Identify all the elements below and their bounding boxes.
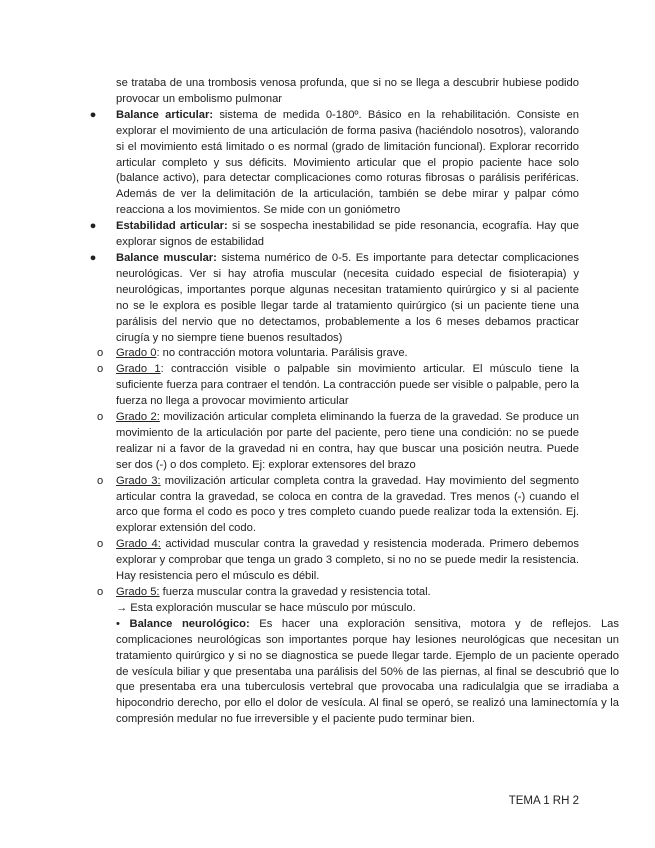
grade-5-item — [97, 585, 579, 601]
circle-bullet-icon: o — [97, 586, 104, 598]
balance-neurologico-item — [116, 617, 619, 728]
circle-bullet-icon: o — [97, 363, 104, 376]
item-title: Balance muscular: — [116, 251, 217, 264]
grade-label: Grado 4: — [116, 538, 161, 551]
circle-bullet-icon: o — [97, 538, 104, 551]
item-title: Estabilidad articular: — [116, 220, 228, 233]
grade-text: : contracción visible o palpable sin movimiento articular. El músculo tiene la suficiente fuerza para contraer el tendón. La contracción puede ser visible o palpable, pero la fuerza no llega a provocar movimiento articular — [116, 363, 579, 408]
item-text: sistema de medida 0-180º. Básico en la rehabilitación. Consiste en explorar el movimiento de una articulación de forma pasiva (haciéndolo nosotros), valorando si el movimiento está limitado o es normal (grado de limitación funcional). Explorar recorrido articular completo y sus déficits. Movimiento articular que el propio paciente hace solo (balance activo), para detectar complicaciones como roturas fibrosas o parálisis periféricas. Además de ver la delimitación de la articulación, también se debe mirar y palpar cómo reacciona a los movimientos. Se mide con un goniómetro — [116, 108, 579, 217]
item-text: si se sospecha inestabilidad se pide resonancia, ecografía. Hay que explorar signos de estabilidad — [116, 220, 580, 249]
grade-label: Grado 2: — [116, 411, 160, 424]
item-title: Balance neurológico: — [129, 617, 250, 630]
bullet-icon: ● — [89, 220, 97, 233]
grade-label: Grado 1 — [116, 363, 161, 376]
item-text: Es hacer una exploración sensitiva, motora y de reflejos. Las complicaciones neurológicas son importantes porque hay lesiones neurológicas que necesitan un tratamiento quirúrgico y si no se diagnostica se puede llegar tarde. Ejemplo de un paciente operado de vesícula biliar y que presentaba una parálisis del 50% de las piernas, al final se descubrió que lo que presentaba era una tuberculosis vertebral que provocaba una radiculalgia que se irradiaba a hipocondrio derecho, por ello el dolor de vesícula. Al final se operó, se realizó una laminectomía y la compresión medular no fue irreversible y el paciente pudo terminar bien. — [116, 617, 619, 726]
grade-text: actividad muscular contra la gravedad y resistencia moderada. Primero debemos explorar y comprobar que tenga un grado 3 completo, si no no se puede medir la resistencia. Hay resistencia pero el músculo es débil. — [116, 538, 579, 583]
circle-bullet-icon: o — [97, 347, 104, 360]
circle-bullet-icon: o — [97, 474, 104, 487]
balance-muscular-item — [89, 251, 579, 346]
grade-label: Grado 3: — [116, 474, 161, 487]
body-text — [89, 76, 619, 728]
bullet-icon: ● — [89, 251, 97, 264]
grade-3-item — [97, 474, 579, 538]
grade-1-item — [97, 362, 579, 410]
grade-label: Grado 0 — [116, 347, 157, 360]
bullet-icon: ● — [89, 108, 97, 121]
circle-bullet-icon: o — [97, 411, 104, 424]
grade-text: fuerza muscular contra la gravedad y resistencia total. — [159, 586, 431, 598]
grade-label: Grado 5: — [116, 586, 160, 598]
item-text: sistema numérico de 0-5. Es importante para detectar complicaciones neurológicas. Ver si hay atrofia muscular (necesita cuidado especial de fisioterapia) y neurológicas, importantes porque algunas necesitan tratamiento quirúrgico y si al paciente no se le explora es posible llegar tarde al tratamiento quirúrgico (si un paciente tiene una parálisis del nervio que no detectamos, probablemente a los 6 meses debamos practicar cirugía y no siempre tiene buenos resultados) — [116, 251, 579, 344]
bullet-icon: • — [116, 617, 120, 630]
intro-paragraph: se trataba de una trombosis venosa profunda, que si no se llega a descubrir hubiese podido provocar un embolismo pulmonar — [116, 77, 579, 105]
estabilidad-articular-item — [89, 219, 580, 251]
grade-0-item — [97, 346, 579, 362]
arrow-note: → Esta exploración muscular se hace músculo por músculo. — [116, 601, 416, 614]
grade-text: movilización articular completa contra la gravedad. Hay movimiento del segmento articular contra la gravedad, se coloca en contra de la gravedad. Tres menos (-) cuando el arco que forma el codo es poco y tres completo cuando puede realizar toda la extensión. Ej. explorar extensión del codo. — [116, 474, 579, 535]
grade-2-item — [97, 410, 579, 474]
grade-text: movilización articular completa eliminando la fuerza de la gravedad. Se produce un movimiento de la articulación por parte del paciente, pero tiene una condición: no se puede realizar ni a favor de la gravedad ni en contra, hay que buscar una posición neutra. Puede ser dos (-) o dos completo. Ej: explorar extensores del brazo — [116, 411, 579, 471]
balance-articular-item — [89, 108, 579, 219]
page-footer: TEMA 1 RH 2 — [508, 795, 579, 807]
item-title: Balance articular: — [116, 108, 214, 121]
grade-text: : no contracción motora voluntaria. Parálisis grave. — [156, 347, 408, 360]
grade-4-item — [97, 537, 579, 585]
